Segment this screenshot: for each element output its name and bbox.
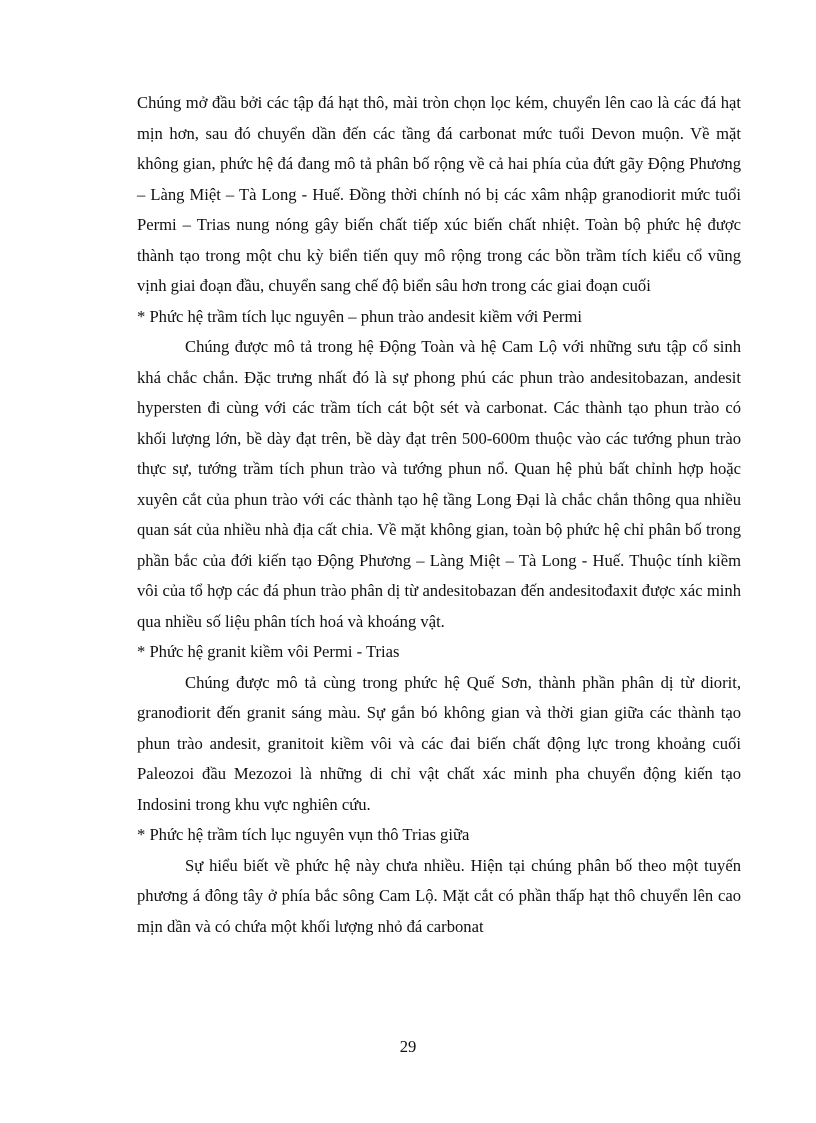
- heading-permi-volcanic-complex: * Phức hệ trầm tích lục nguyên – phun trào andesit kiềm với Permi: [137, 306, 582, 326]
- paragraph-que-son: Chúng được mô tả cùng trong phức hệ Quế Sơn, thành phần phân dị từ diorit, granođiorit đến granit sáng màu. Sự gắn bó không gian và thời gian giữa các thành tạo phun trào andesit, granitoit kiềm vôi và các đai biến chất động lực trong khoảng cuối Paleozoi đầu Mezozoi là những di chỉ vật chất xác minh pha chuyển động kiến tạo Indosini trong khu vực nghiên cứu.: [137, 672, 741, 814]
- heading-granite-complex: * Phức hệ granit kiềm vôi Permi - Trias: [137, 642, 400, 661]
- body-text: [137, 88, 741, 942]
- paragraph-cam-lo-river: Sự hiểu biết về phức hệ này chưa nhiều. Hiện tại chúng phân bố theo một tuyến phương á đông tây ở phía bắc sông Cam Lộ. Mặt cắt có phần thấp hạt thô chuyển lên cao mịn dần và có chứa một khối lượng nhỏ đá carbonat: [137, 855, 741, 936]
- paragraph-dong-toan-cam-lo: Chúng được mô tả trong hệ Động Toàn và hệ Cam Lộ với những sưu tập cổ sinh khá chắc chắn. Đặc trưng nhất đó là sự phong phú các phun trào andesitobazan, andesit hypersten đi cùng với các trầm tích cát bột sét và carbonat. Các thành tạo phun trào có khối lượng lớn, bề dày đạt trên, bề dày đạt trên 500-600m thuộc vào các tướng phun trào thực sự, tướng trầm tích phun trào và tướng phun nổ. Quan hệ phủ bất chỉnh hợp hoặc xuyên cắt của phun trào với các thành tạo hệ tầng Long Đại là chắc chắn thông qua nhiều quan sát của nhiều nhà địa cất chia. Về mặt không gian, toàn bộ phức hệ chỉ phân bố trong phần bắc của đới kiến tạo Động Phương – Làng Miệt – Tà Long - Huế. Thuộc tính kiềm vôi của tổ hợp các đá phun trào phân dị từ andesitobazan đến andesitođaxit được xác minh qua nhiều số liệu phân tích hoá và khoáng vật.: [137, 337, 741, 631]
- page-number: 29: [399, 1037, 417, 1056]
- heading-trias-clastic-complex: * Phức hệ trầm tích lục nguyên vụn thô Trias giữa: [137, 825, 470, 844]
- paragraph-devon-sequence: Chúng mở đầu bởi các tập đá hạt thô, mài tròn chọn lọc kém, chuyển lên cao là các đá hạt mịn hơn, sau đó chuyển dần đến các tầng đá carbonat mức tuổi Devon muộn. Về mặt không gian, phức hệ đá đang mô tả phân bố rộng về cả hai phía của đứt gãy Động Phương – Làng Miệt – Tà Long - Huế. Đồng thời chính nó bị các xâm nhập granodiorit mức tuổi Permi – Trias nung nóng gây biến chất tiếp xúc biến chất nhiệt. Toàn bộ phức hệ được thành tạo trong một chu kỳ biển tiến quy mô rộng trong các bồn trầm tích kiểu cổ vũng vịnh giai đoạn đầu, chuyển sang chế độ biển sâu hơn trong các giai đoạn cuối: [137, 93, 741, 295]
